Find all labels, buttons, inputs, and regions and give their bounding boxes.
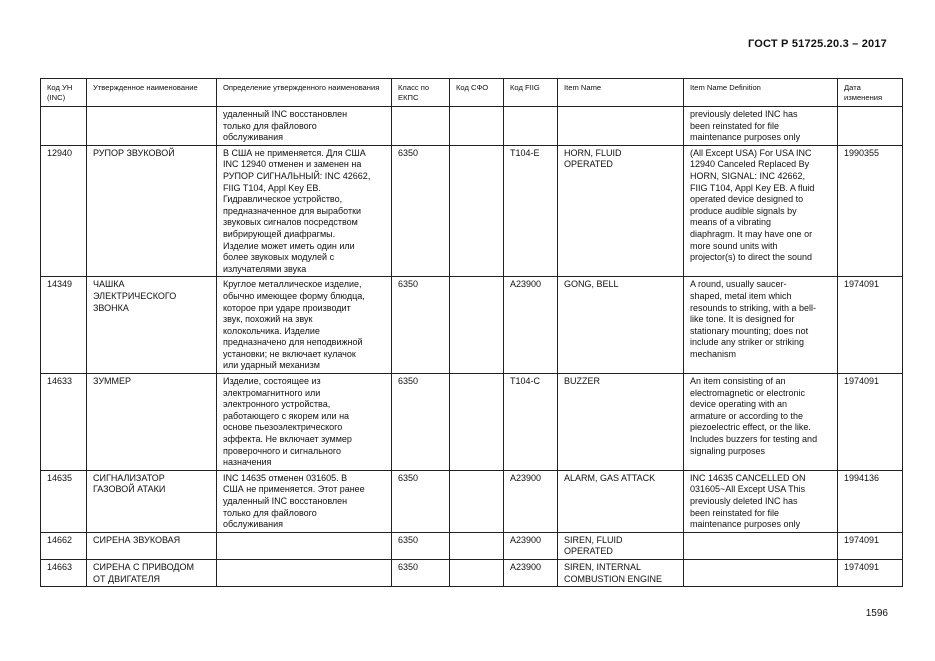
cell-inc: 12940 (41, 145, 87, 277)
col-header-item-name: Item Name (558, 79, 684, 107)
cell-name-ru: ЗУММЕР (87, 374, 217, 471)
cell-class: 6350 (392, 532, 450, 559)
cell-inc: 14662 (41, 532, 87, 559)
table-row (41, 470, 903, 532)
cell-fiig: A23900 (504, 559, 558, 586)
cell-item-definition (684, 559, 838, 586)
cell-item-definition: INC 14635 CANCELLED ON 031605~All Except USA This previously deleted INC has been reinstated for file maintenance purposes only (684, 470, 838, 532)
cell-fiig: A23900 (504, 277, 558, 374)
cell-inc: 14635 (41, 470, 87, 532)
cell-definition-ru (217, 559, 392, 586)
cell-fiig: T104-E (504, 145, 558, 277)
cell-class: 6350 (392, 145, 450, 277)
document-header: ГОСТ Р 51725.20.3 – 2017 (747, 38, 887, 50)
table-row (41, 107, 903, 146)
cell-date: 1990355 (838, 145, 903, 277)
cell-date: 1994136 (838, 470, 903, 532)
cell-name-ru: РУПОР ЗВУКОВОЙ (87, 145, 217, 277)
cell-class (392, 107, 450, 146)
col-header-item-definition: Item Name Definition (684, 79, 838, 107)
col-header-definition-ru: Определение утвержденного наименования (217, 79, 392, 107)
col-header-class: Класс по ЕКПС (392, 79, 450, 107)
cell-date: 1974091 (838, 532, 903, 559)
cell-sfo (450, 107, 504, 146)
cell-date (838, 107, 903, 146)
table-header-row (41, 79, 903, 107)
table-row (41, 374, 903, 471)
cell-class: 6350 (392, 374, 450, 471)
cell-item-name: SIREN, INTERNAL COMBUSTION ENGINE (558, 559, 684, 586)
table-row (41, 532, 903, 559)
cell-name-ru: СИГНАЛИЗАТОР ГАЗОВОЙ АТАКИ (87, 470, 217, 532)
cell-item-name: BUZZER (558, 374, 684, 471)
cell-item-definition: (All Except USA) For USA INC 12940 Canceled Replaced By HORN, SIGNAL: INC 42662, FIIG T104, Appl Key EB. A fluid operated device designed to produce audible signals by means of a vibrating diaphragm. It may have one or more sound units with projector(s) to direct the sound (684, 145, 838, 277)
cell-definition-ru: В США не применяется. Для США INC 12940 отменен и заменен на РУПОР СИГНАЛЬНЫЙ: INC 42662, FIIG T104, Appl Key EB. Гидравлическое устройство, предназначенное для выработки звуковых сигналов посредством вибрирующей диафрагмы. Изделие может иметь один или более звуковых модулей с излучателями звука (217, 145, 392, 277)
cell-fiig (504, 107, 558, 146)
cell-item-definition: An item consisting of an electromagnetic or electronic device operating with an armature or according to the piezoelectric effect, or the like. Includes buzzers for testing and signaling purposes (684, 374, 838, 471)
registry-table (40, 78, 903, 587)
cell-definition-ru: INC 14635 отменен 031605. В США не применяется. Этот ранее удаленный INC восстановлен только для файлового обслуживания (217, 470, 392, 532)
table-row (41, 559, 903, 586)
cell-item-name: SIREN, FLUID OPERATED (558, 532, 684, 559)
table-row (41, 277, 903, 374)
cell-item-name: ALARM, GAS ATTACK (558, 470, 684, 532)
cell-sfo (450, 532, 504, 559)
cell-fiig: T104-C (504, 374, 558, 471)
col-header-inc: Код УН (INC) (41, 79, 87, 107)
cell-name-ru: СИРЕНА ЗВУКОВАЯ (87, 532, 217, 559)
cell-inc: 14663 (41, 559, 87, 586)
col-header-sfo: Код СФО (450, 79, 504, 107)
cell-name-ru: СИРЕНА С ПРИВОДОМ ОТ ДВИГАТЕЛЯ (87, 559, 217, 586)
cell-date: 1974091 (838, 559, 903, 586)
cell-name-ru (87, 107, 217, 146)
cell-sfo (450, 559, 504, 586)
page-number: 1596 (865, 608, 888, 619)
cell-sfo (450, 145, 504, 277)
cell-sfo (450, 470, 504, 532)
cell-class: 6350 (392, 277, 450, 374)
cell-item-definition: previously deleted INC has been reinstated for file maintenance purposes only (684, 107, 838, 146)
cell-class: 6350 (392, 470, 450, 532)
col-header-name-ru: Утвержденное наименование (87, 79, 217, 107)
table-row (41, 145, 903, 277)
cell-item-name (558, 107, 684, 146)
cell-item-definition (684, 532, 838, 559)
cell-item-name: GONG, BELL (558, 277, 684, 374)
cell-definition-ru (217, 532, 392, 559)
cell-date: 1974091 (838, 277, 903, 374)
cell-inc: 14349 (41, 277, 87, 374)
cell-definition-ru: удаленный INC восстановлен только для файлового обслуживания (217, 107, 392, 146)
cell-fiig: A23900 (504, 532, 558, 559)
cell-sfo (450, 374, 504, 471)
cell-inc: 14633 (41, 374, 87, 471)
cell-definition-ru: Изделие, состоящее из электромагнитного или электронного устройства, работающего с якорем или на основе пьезоэлектрического эффекта. Не включает зуммер проверочного и сигнального назначения (217, 374, 392, 471)
cell-name-ru: ЧАШКА ЭЛЕКТРИЧЕСКОГО ЗВОНКА (87, 277, 217, 374)
col-header-date: Дата изменения (838, 79, 903, 107)
cell-date: 1974091 (838, 374, 903, 471)
cell-class: 6350 (392, 559, 450, 586)
cell-inc (41, 107, 87, 146)
cell-fiig: A23900 (504, 470, 558, 532)
cell-item-definition: A round, usually saucer- shaped, metal item which resounds to striking, with a bell- like tone. It is designed for stationary mounting; does not include any striker or striking mechanism (684, 277, 838, 374)
cell-sfo (450, 277, 504, 374)
cell-definition-ru: Круглое металлическое изделие, обычно имеющее форму блюдца, которое при ударе производит звук, похожий на звук колокольчика. Изделие предназначено для неподвижной установки; не включает кулачок или ударный механизм (217, 277, 392, 374)
cell-item-name: HORN, FLUID OPERATED (558, 145, 684, 277)
col-header-fiig: Код FIIG (504, 79, 558, 107)
